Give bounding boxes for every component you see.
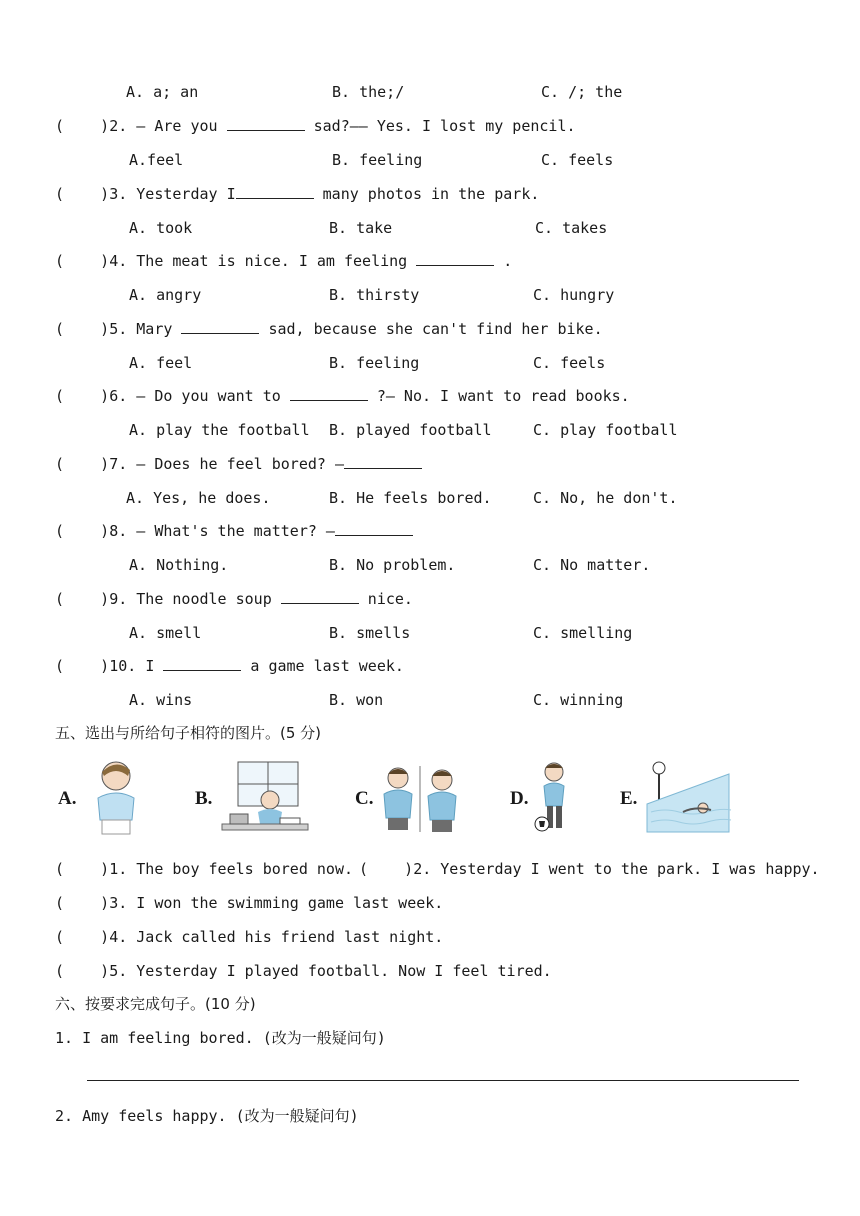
question-row — [55, 117, 576, 135]
s5-item-4 — [55, 928, 443, 946]
s5-item-text: Yesterday I went to the park. I was happy. — [440, 860, 820, 878]
question-row — [55, 185, 539, 203]
option-a: A. feel — [129, 353, 193, 372]
question-row — [55, 657, 404, 675]
question-text: — Does he feel bored? — — [136, 454, 344, 473]
question-text-end: sad?—— Yes. I lost my pencil. — [304, 117, 576, 135]
question-text-end: . — [494, 252, 513, 270]
answer-bracket[interactable]: ( ) — [55, 117, 110, 135]
s5-item-text: The boy feels bored now. — [136, 860, 354, 878]
option-b: B. thirsty — [329, 286, 420, 304]
question-number: 9. — [109, 589, 128, 608]
swimmer-in-pool-icon — [645, 760, 733, 840]
fill-in-blank[interactable] — [281, 591, 359, 604]
question-number: 5. — [109, 319, 128, 338]
fill-in-blank[interactable] — [227, 118, 305, 131]
s5-item-3 — [55, 894, 443, 912]
question-number: 6. — [109, 387, 128, 405]
option-c: C. hungry — [533, 286, 615, 304]
s6-item-2: 2. Amy feels happy. (改为一般疑问句) — [55, 1107, 359, 1125]
s5-item-text: Yesterday I played football. Now I feel tired. — [136, 962, 552, 980]
option-b: B. feeling — [332, 151, 423, 169]
s5-item-number: 5. — [109, 962, 128, 980]
option-a: A. took — [129, 218, 193, 237]
question-text-end: nice. — [358, 589, 413, 608]
question-text-end: sad, because she can't find her bike. — [259, 319, 603, 338]
option-b: B. won — [329, 691, 384, 709]
s5-item-text: Jack called his friend last night. — [136, 928, 444, 946]
s5-item-text: I won the swimming game last week. — [136, 894, 444, 912]
question-row — [55, 522, 413, 540]
question-text: — Are you — [136, 117, 227, 135]
q1-option-a: A. a; an — [126, 83, 199, 101]
question-row — [55, 320, 603, 338]
s5-item-1 — [55, 860, 353, 878]
two-boys-phone-icon — [378, 762, 462, 838]
s5-item-number: 3. — [109, 894, 128, 912]
option-a: A. play the football — [129, 421, 310, 439]
question-number: 3. — [109, 184, 128, 203]
question-row — [55, 252, 512, 270]
question-text: — Do you want to — [136, 387, 290, 405]
answer-bracket[interactable]: ( ) — [55, 522, 110, 540]
picture-label-e: E. — [620, 788, 638, 809]
section5-heading: 五、选出与所给句子相符的图片。(5 分) — [55, 724, 322, 742]
s5-item-2 — [359, 860, 820, 878]
question-number: 2. — [109, 117, 128, 135]
option-a: A. wins — [129, 691, 193, 709]
question-number: 7. — [109, 454, 128, 473]
fill-in-blank[interactable] — [335, 523, 413, 536]
option-a: A.feel — [129, 151, 184, 169]
question-text: Mary — [136, 319, 182, 338]
option-c: C. takes — [535, 218, 608, 237]
fill-in-blank[interactable] — [236, 186, 314, 199]
s5-item-number: 4. — [109, 928, 128, 946]
answer-bracket[interactable]: ( ) — [55, 387, 110, 405]
question-text: The meat is nice. I am feeling — [136, 252, 417, 270]
option-b: B. He feels bored. — [329, 488, 492, 507]
fill-in-blank[interactable] — [290, 388, 368, 401]
option-c: C. winning — [533, 691, 624, 709]
question-row — [55, 387, 630, 405]
fill-in-blank[interactable] — [163, 658, 241, 671]
answer-bracket[interactable]: ( ) — [55, 657, 110, 675]
option-c: C. No matter. — [533, 556, 651, 574]
question-row — [55, 590, 413, 608]
option-c: C. play football — [533, 421, 678, 439]
option-c: C. No, he don't. — [533, 488, 678, 507]
question-text: Yesterday I — [136, 184, 236, 203]
option-a: A. Nothing. — [129, 556, 229, 574]
answer-bracket[interactable]: ( ) — [55, 962, 110, 980]
option-b: B. smells — [329, 623, 411, 642]
question-text: The noodle soup — [136, 589, 281, 608]
picture-label-b: B. — [195, 788, 213, 809]
s5-item-number: 1. — [109, 860, 128, 878]
option-a: A. Yes, he does. — [126, 488, 271, 507]
q1-option-b: B. the;/ — [332, 83, 405, 101]
question-number: 10. — [109, 657, 137, 675]
question-text: — What's the matter? — — [136, 522, 335, 540]
fill-in-blank[interactable] — [416, 253, 494, 266]
fill-in-blank[interactable] — [344, 456, 422, 469]
picture-label-a: A. — [58, 788, 77, 809]
question-text-end: a game last week. — [241, 657, 404, 675]
answer-bracket[interactable]: ( ) — [359, 860, 414, 878]
option-b: B. take — [329, 218, 393, 237]
answer-bracket[interactable]: ( ) — [55, 894, 110, 912]
option-b: B. No problem. — [329, 556, 456, 574]
boy-at-desk-icon — [218, 758, 310, 842]
question-text-end: many photos in the park. — [313, 184, 540, 203]
question-text-end: ?— No. I want to read books. — [367, 387, 630, 405]
option-a: A. smell — [129, 623, 202, 642]
answer-bracket[interactable]: ( ) — [55, 860, 110, 878]
answer-bracket[interactable]: ( ) — [55, 252, 110, 270]
boy-with-football-icon — [532, 760, 572, 840]
option-b: B. feeling — [329, 353, 420, 372]
s5-item-number: 2. — [413, 860, 432, 878]
picture-label-c: C. — [355, 788, 374, 809]
option-c: C. feels — [541, 151, 614, 169]
section6-heading: 六、按要求完成句子。(10 分) — [55, 995, 256, 1013]
option-b: B. played football — [329, 421, 492, 439]
option-c: C. feels — [533, 353, 606, 372]
question-number: 8. — [109, 522, 128, 540]
answer-bracket[interactable]: ( ) — [55, 454, 110, 473]
boy-bored-icon — [88, 758, 144, 842]
option-a: A. angry — [129, 286, 202, 304]
question-text: I — [145, 657, 164, 675]
question-row — [55, 455, 422, 473]
s5-item-5 — [55, 962, 552, 980]
answer-line[interactable] — [87, 1080, 799, 1081]
fill-in-blank[interactable] — [181, 321, 259, 334]
s6-item-1: 1. I am feeling bored. (改为一般疑问句) — [55, 1029, 386, 1047]
option-c: C. smelling — [533, 623, 633, 642]
answer-bracket[interactable]: ( ) — [55, 589, 110, 608]
q1-option-c: C. /; the — [541, 83, 623, 101]
answer-bracket[interactable]: ( ) — [55, 928, 110, 946]
question-number: 4. — [109, 252, 128, 270]
picture-label-d: D. — [510, 788, 529, 809]
answer-bracket[interactable]: ( ) — [55, 319, 110, 338]
answer-bracket[interactable]: ( ) — [55, 184, 110, 203]
